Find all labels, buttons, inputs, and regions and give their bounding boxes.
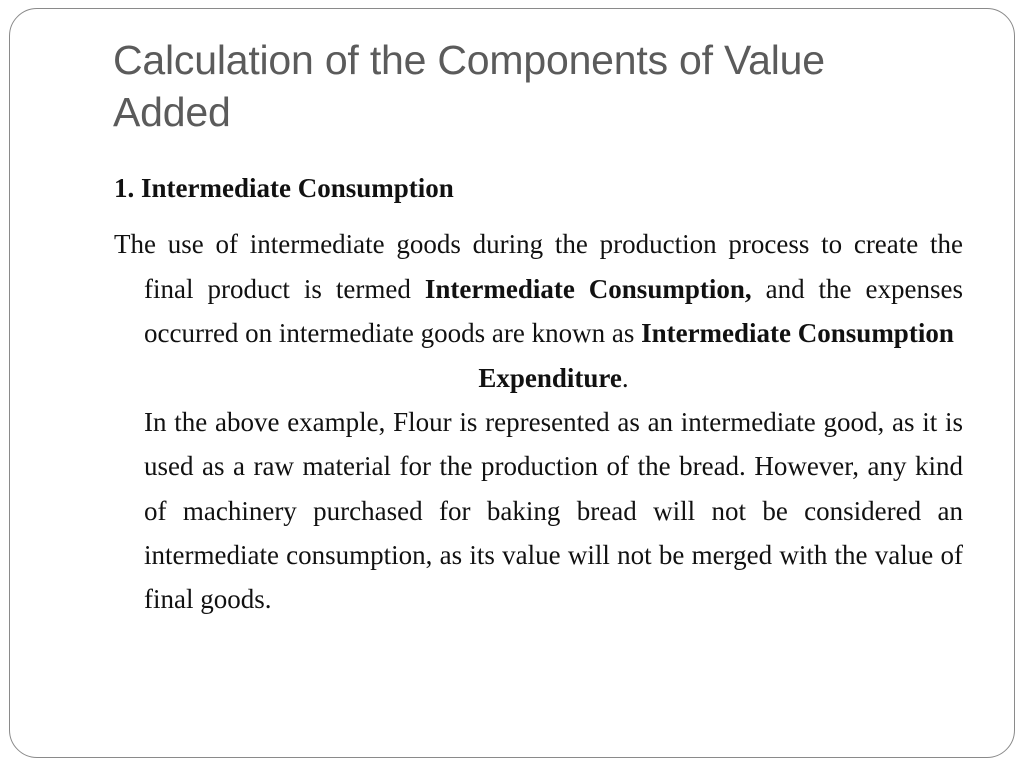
definition-paragraph — [114, 222, 963, 400]
section-heading: 1. Intermediate Consumption — [114, 173, 454, 203]
definition-text-3: . — [621, 362, 629, 393]
example-paragraph: In the above example, Flour is represented as an intermediate good, as it is used as a raw material for the production of the bread. However, any kind of machinery purchased for baking bread will not be considered an intermediate consumption, as its value will not be merged with the value of final goods. — [144, 407, 963, 615]
definition-last-line — [144, 356, 963, 401]
definition-text-2: and the expenses occurred on intermediate goods are known as — [144, 273, 963, 348]
term-ic-expenditure-a: Intermediate Consumption — [641, 318, 954, 348]
term-intermediate-consumption: Intermediate Consumption, — [424, 273, 752, 304]
term-ic-expenditure-b: Expenditure — [478, 362, 622, 393]
slide-title: Calculation of the Components of Value Added — [113, 37, 825, 135]
definition-text-1: The use of intermediate goods during the production process to create the final product is termed — [114, 229, 963, 304]
slide-content — [114, 168, 963, 621]
